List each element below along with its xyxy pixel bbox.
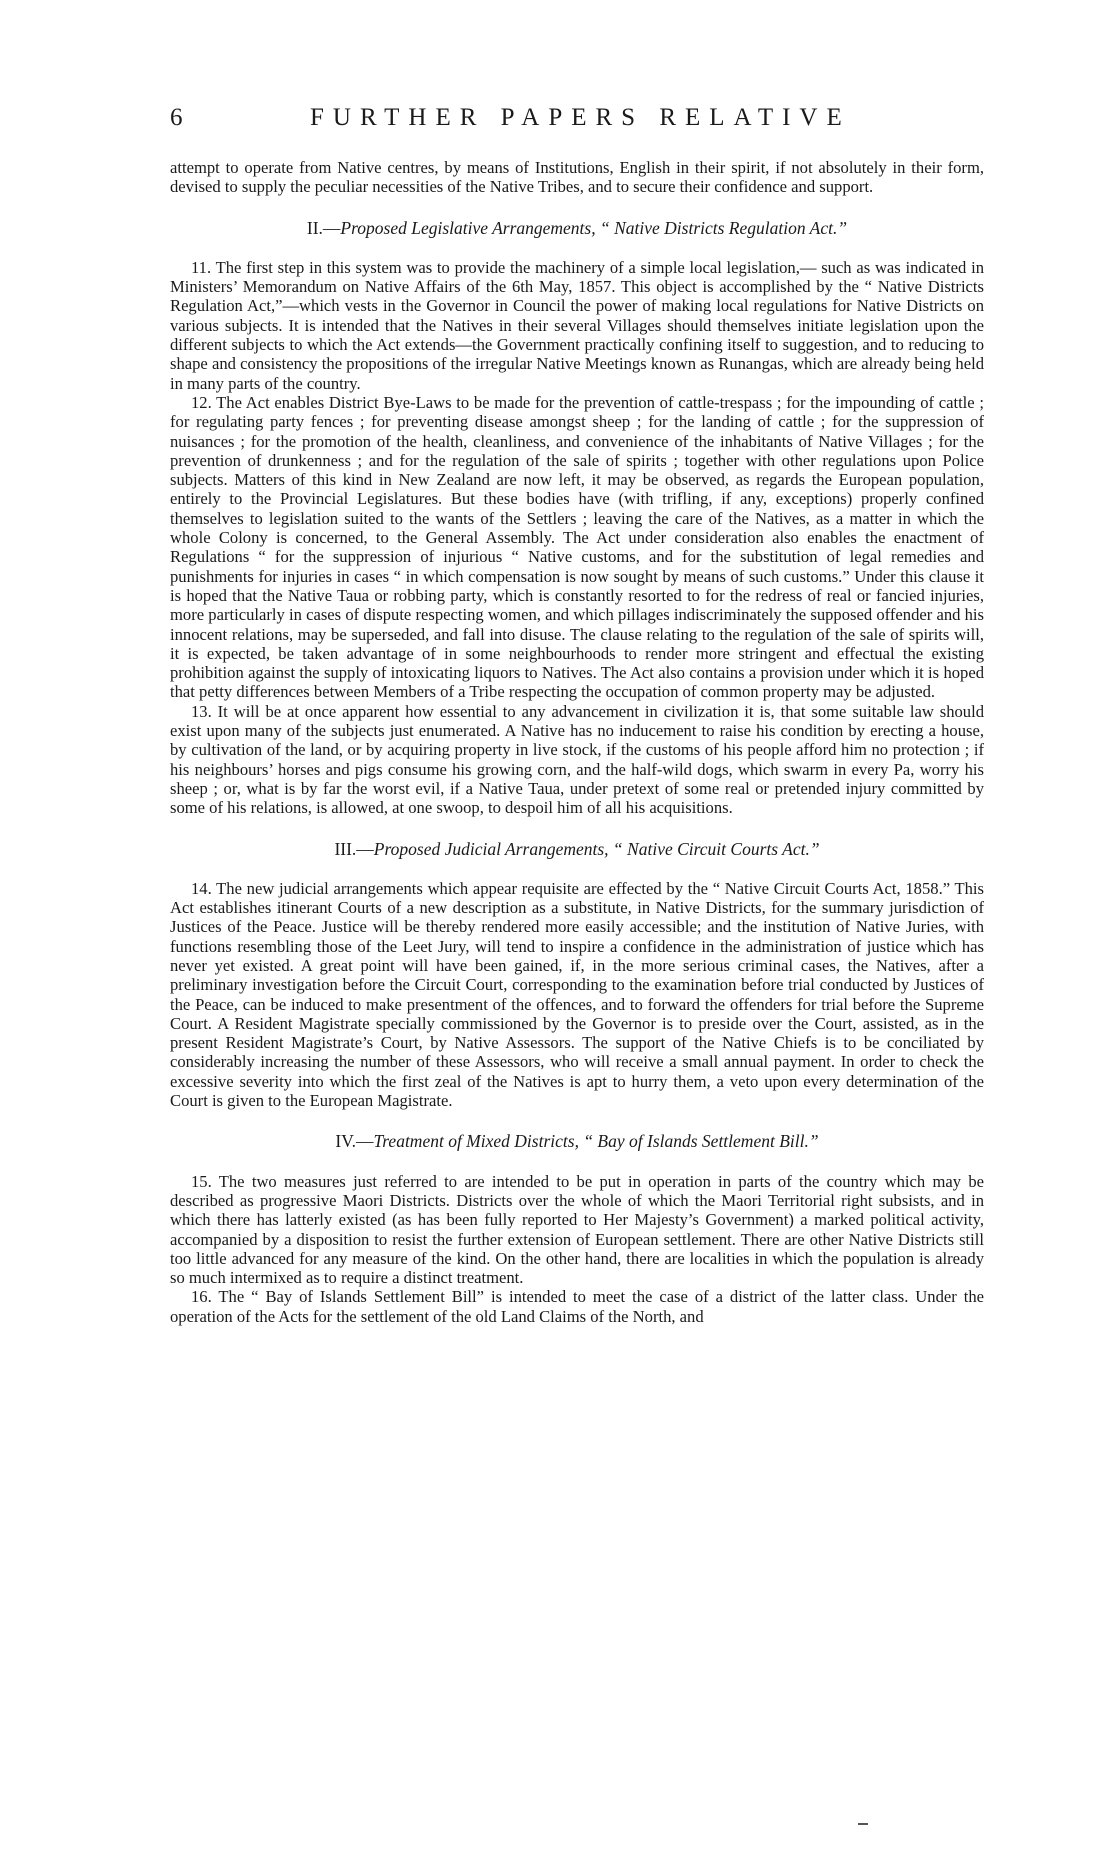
page-header (170, 104, 980, 144)
section-heading-3 (170, 840, 984, 859)
section-number: II.— (306, 217, 341, 238)
section-title: Proposed Judicial Arrangements, “ Native Circuit Courts Act.” (373, 838, 820, 859)
section-title: Proposed Legislative Arrangements, “ Native Districts Regulation Act.” (340, 217, 848, 238)
running-title: FURTHER PAPERS RELATIVE (310, 104, 851, 131)
paragraph-14: 14. The new judicial arrangements which appear requisite are effected by the “ Native Circuit Courts Act, 1858.” This Act establishes itinerant Courts of a new description as a substitute, in Native Districts, for the summary jurisdiction of Justices of the Peace. Justice will be thereby rendered more easily accessible; and the institution of Native Juries, with functions resembling those of the Leet Jury, will tend to inspire a confidence in the administration of justice which has never yet existed. A great point will have been gained, if, in the more serious criminal cases, the Natives, after a preliminary investigation before the Circuit Court, corresponding to the examination before trial conducted by Justices of the Peace, can be induced to make presentment of the offences, and to forward the offenders for trial before the Supreme Court. A Resident Magistrate specially commissioned by the Governor is to preside over the Court, assisted, as in the present Resident Magistrate’s Court, by Native Assessors. The support of the Native Chiefs is to be conciliated by considerably increasing the number of these Assessors, who will receive a small annual payment. In order to check the excessive severity into which the first zeal of the Natives is apt to hurry them, a veto upon every determination of the Court is given to the European Magistrate. (170, 878, 984, 1111)
section-heading-4 (170, 1132, 984, 1151)
section-heading-2 (170, 219, 984, 238)
footer-mark (858, 1823, 868, 1825)
section-number: IV.— (335, 1131, 374, 1152)
paragraph-11: 11. The first step in this system was to provide the machinery of a simple local legislation,— such as was indicated in Ministers’ Memorandum on Native Affairs of the 6th May, 1857. This object is accomplished by the “ Native Districts Regulation Act,”—which vests in the Governor in Council the power of making local regulations for Native Districts on various subjects. It is intended that the Natives in their several Villages should themselves initiate legislation upon the different subjects to which the Act extends—the Government practically confining itself to suggestion, and to reducing to shape and consistency the propositions of the irregular Native Meetings known as Runangas, which are already being held in many parts of the country. (170, 257, 984, 393)
paragraph-15: 15. The two measures just referred to are intended to be put in operation in parts of the country which may be described as progressive Maori Districts. Districts over the whole of which the Maori Territorial right subsists, and in which there has latterly existed (as has been fully reported to Her Majesty’s Government) a marked political activity, accompanied by a disposition to resist the further extension of European settlement. There are other Native Districts still too little advanced for any measure of the kind. On the other hand, there are localities in which the population is already so much intermixed as to require a distinct treatment. (170, 1171, 984, 1288)
paragraph-12: 12. The Act enables District Bye-Laws to be made for the prevention of cattle-trespass ; for the impounding of cattle ; for regulating party fences ; for preventing disease amongst sheep ; for the landing of cattle ; for the suppression of nuisances ; for the promotion of the health, cleanliness, and convenience of the inhabitants of Native Villages ; for the prevention of drunkenness ; and for the regulation of the sale of spirits ; together with other regulations upon Police subjects. Matters of this kind in New Zealand are now left, it may be observed, as regards the European population, entirely to the Provincial Legislatures. But these bodies have (with trifling, if any, exceptions) properly confined themselves to legislation suited to the wants of the Settlers ; leaving the care of the Natives, as a matter in which the whole Colony is concerned, to the General Assembly. The Act under consideration also enables the enactment of Regulations “ for the suppression of injurious “ Native customs, and for the substitution of legal remedies and punishments for injuries in cases “ in which compensation is now sought by means of such customs.” Under this clause it is hoped that the Native Taua or robbing party, which is constantly resorted to for the redress of real or fancied injuries, more particularly in cases of dispute respecting women, and which pillages indiscriminately the supposed offender and his innocent relations, may be superseded, and fall into disuse. The clause relating to the regulation of the sale of spirits will, it is expected, be taken advantage of in some neighbourhoods to render more stringent and effectual the existing prohibition against the supply of intoxicating liquors to Natives. The Act also contains a provision under which it is hoped that petty differences between Members of a Tribe respecting the occupation of common property may be adjusted. (170, 392, 984, 702)
body-text (170, 158, 984, 1326)
page-number: 6 (170, 104, 188, 131)
section-title: Treatment of Mixed Districts, “ Bay of Islands Settlement Bill.” (373, 1131, 819, 1152)
paragraph-16: 16. The “ Bay of Islands Settlement Bill” is intended to meet the case of a district of the latter class. Under the operation of the Acts for the settlement of the old Land Claims of the North, and (170, 1287, 984, 1326)
intro-paragraph: attempt to operate from Native centres, by means of Institutions, English in their spirit, if not absolutely in their form, devised to supply the peculiar necessities of the Native Tribes, and to secure their confidence and support. (170, 158, 984, 197)
paragraph-13: 13. It will be at once apparent how essential to any advancement in civilization it is, that some suitable law should exist upon many of the subjects just enumerated. A Native has no inducement to raise his condition by erecting a house, by cultivation of the land, or by acquiring property in live stock, if the customs of his people afford him no protection ; if his neighbours’ horses and pigs consume his growing corn, and the half-wild dogs, which swarm in every Pa, worry his sheep ; or, what is by far the worst evil, if a Native Taua, under pretext of some real or pretended injury committed by some of his relations, is allowed, at one swoop, to despoil him of all his acquisitions. (170, 701, 984, 818)
section-number: III.— (334, 838, 374, 859)
